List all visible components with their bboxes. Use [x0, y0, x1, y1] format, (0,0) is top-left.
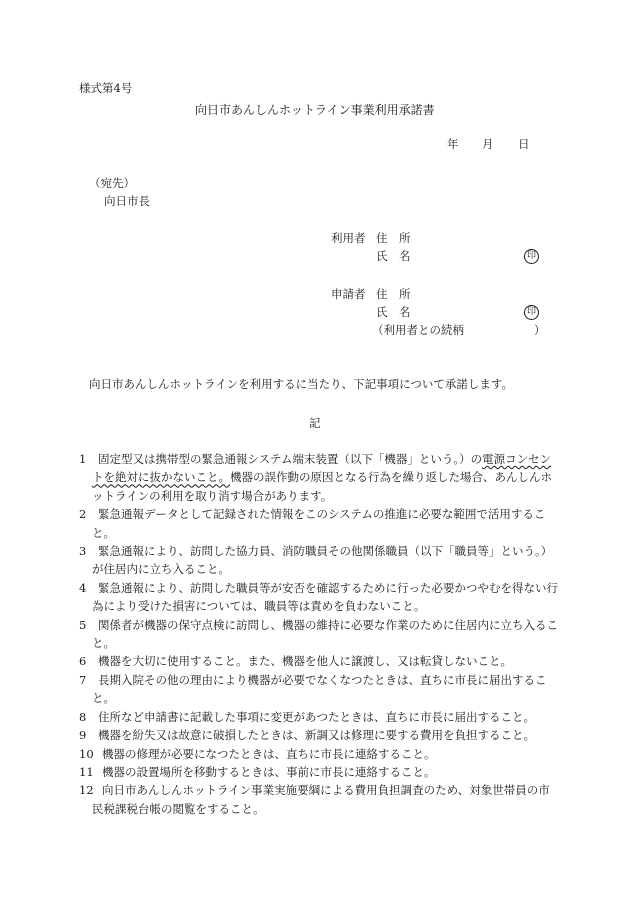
item-text: 長期入院その他の理由により機器が必要でなくなつたときは、直ちに市長に届出すること。: [92, 672, 547, 706]
addressee-name: 向日市長: [104, 194, 150, 208]
applicant-name-label: 氏 名: [376, 305, 411, 319]
list-item: [79, 671, 559, 708]
applicant-seal-mark: 印: [524, 305, 539, 320]
item-text: [92, 450, 559, 505]
list-item: [79, 579, 559, 616]
item-text: 機器の設置場所を移動するときは、事前に市長に連絡すること。: [102, 764, 436, 779]
terms-list: [79, 450, 559, 818]
addressee-label: （宛先）: [89, 176, 135, 190]
relation-close: ）: [534, 323, 546, 337]
item-number: 4: [79, 580, 87, 595]
list-item: [79, 542, 559, 579]
date-month-label: 月: [482, 137, 494, 151]
applicant-address-label: 住 所: [376, 287, 411, 301]
item-number: 2: [79, 507, 87, 522]
item-number: 12: [79, 783, 94, 798]
document-title: 向日市あんしんホットライン事業利用承諾書: [195, 103, 435, 117]
item-text-underlined: 電源コンセントを絶対に抜かないこと。: [92, 452, 552, 485]
item-text: 向日市あんしんホットライン事業実施要綱による費用負担調査のため、対象世帯員の市民税課税台帳の閲覧をすること。: [92, 783, 550, 816]
user-name-label: 氏 名: [376, 249, 411, 263]
item-number: 7: [79, 672, 87, 687]
item-text-part: 固定型又は携帯型の緊急通報システム端末装置（以下「機器」という。）の: [98, 452, 483, 466]
user-seal-mark: 印: [524, 249, 539, 264]
list-item: [79, 763, 559, 781]
item-text: 機器を紛失又は故意に破損したときは、新調又は修理に要する費用を負担すること。: [98, 728, 535, 743]
list-item: [79, 616, 559, 653]
item-text: 緊急通報により、訪問した協力員、消防職員その他関係職員（以下「職員等」という。）が住居内に立ち入ること。: [92, 544, 553, 577]
item-number: 6: [79, 654, 87, 669]
list-item: [79, 726, 559, 744]
item-text: 緊急通報データとして記録された情報をこのシステムの推進に必要な範囲で活用すること。: [92, 507, 546, 540]
list-item: [79, 745, 559, 763]
item-number: 8: [79, 709, 87, 724]
user-address-label: 住 所: [376, 231, 411, 245]
item-number: 1: [79, 452, 87, 466]
item-text: 緊急通報により、訪問した職員等が安否を確認するために行った必要かつやむを得ない行為により受けた損害については、職員等は責めを負わないこと。: [92, 580, 558, 614]
item-text: 機器を大切に使用すること。また、機器を他人に譲渡し、又は転貸しないこと。: [98, 654, 512, 669]
applicant-role-label: 申請者: [331, 287, 366, 301]
list-item: [79, 708, 559, 726]
list-item: [79, 652, 559, 670]
item-text: 住所など申請書に記載した事項に変更があつたときは、直ちに市長に届出すること。: [98, 709, 535, 724]
relation-label: （利用者との続柄: [372, 323, 464, 337]
item-text: 関係者が機器の保守点検に訪問し、機器の維持に必要な作業のために住居内に立ち入ること。: [92, 617, 558, 651]
date-year-label: 年: [447, 137, 459, 151]
intro-statement: 向日市あんしんホットラインを利用するに当たり、下記事項について承諾します。: [89, 377, 514, 391]
item-number: 3: [79, 544, 87, 559]
item-text: 機器の修理が必要になつたときは、直ちに市長に連絡すること。: [102, 746, 436, 761]
list-item: [79, 505, 559, 542]
ki-heading: 記: [309, 416, 321, 430]
item-number: 10: [79, 746, 94, 761]
item-number: 11: [79, 764, 94, 779]
form-number: 様式第4号: [79, 81, 133, 95]
item-number: 5: [79, 617, 87, 632]
date-day-label: 日: [518, 137, 530, 151]
list-item: [79, 781, 559, 818]
list-item: [79, 450, 559, 505]
user-role-label: 利用者: [331, 231, 366, 245]
item-number: 9: [79, 728, 87, 743]
item-text-part: 機器の誤作動の原因となる行為を繰り返した場合、あんしんホットラインの利用を取り消す場合があります。: [92, 470, 552, 503]
